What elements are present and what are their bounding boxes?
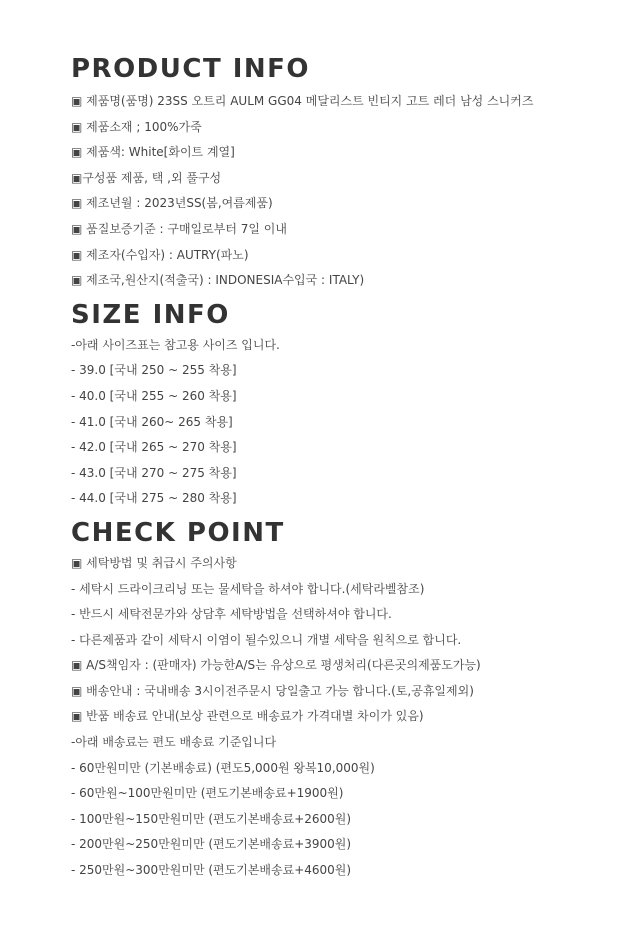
material-line: ▣ 제품소재 ; 100%가죽 bbox=[71, 119, 202, 134]
care-line: - 다른제품과 같이 세탁시 이염이 될수있으니 개별 세탁을 원칙으로 합니다. bbox=[71, 632, 462, 647]
size-row: - 42.0 [국내 265 ~ 270 착용] bbox=[71, 440, 237, 455]
care-line: - 반드시 세탁전문가와 상담후 세탁방법을 선택하셔야 합니다. bbox=[71, 607, 392, 622]
product-info-heading: PRODUCT INFO bbox=[71, 54, 311, 84]
warranty-line: ▣ 품질보증기준 : 구매일로부터 7일 이내 bbox=[71, 221, 287, 236]
size-row: - 39.0 [국내 250 ~ 255 착용] bbox=[71, 363, 237, 378]
size-row: - 41.0 [국내 260~ 265 착용] bbox=[71, 414, 233, 429]
size-row: - 43.0 [국내 270 ~ 275 착용] bbox=[71, 465, 237, 480]
care-heading-line: ▣ 세탁방법 및 취급시 주의사항 bbox=[71, 555, 237, 570]
return-fee-row: - 200만원~250만원미만 (편도기본배송료+3900원) bbox=[71, 837, 352, 852]
manufacture-date-line: ▣ 제조년월 : 2023년SS(봄,여름제품) bbox=[71, 196, 273, 211]
return-fee-row: - 100만원~150만원미만 (편도기본배송료+2600원) bbox=[71, 811, 352, 826]
return-fee-row: - 60만원~100만원미만 (편도기본배송료+1900원) bbox=[71, 786, 344, 801]
manufacturer-line: ▣ 제조자(수입자) : AUTRY(파노) bbox=[71, 247, 249, 262]
product-detail-document bbox=[71, 52, 631, 884]
product-name-line: ▣ 제품명(품명) 23SS 오트리 AULM GG04 메달리스트 빈티지 고트 레더 남성 스니커즈 bbox=[71, 94, 534, 108]
size-info-list bbox=[71, 333, 631, 512]
return-fee-heading-line: ▣ 반품 배송료 안내(보상 관련으로 배송료가 가격대별 차이가 있음) bbox=[71, 709, 424, 724]
check-point-heading: CHECK POINT bbox=[71, 517, 285, 548]
size-row: - 44.0 [국내 275 ~ 280 착용] bbox=[71, 491, 237, 506]
care-line: - 세탁시 드라이크리닝 또는 물세탁을 하셔야 합니다.(세탁라벨참조) bbox=[71, 581, 425, 596]
as-line: ▣ A/S책임자 : (판매자) 가능한A/S는 유상으로 평생처리(다른곳의제품도가능) bbox=[71, 658, 481, 673]
return-fee-note-line: -아래 배송료는 편도 배송료 기준입니다 bbox=[71, 735, 277, 750]
size-note-line: -아래 사이즈표는 참고용 사이즈 입니다. bbox=[71, 337, 280, 352]
origin-line: ▣ 제조국,원산지(적출국) : INDONESIA수입국 : ITALY) bbox=[71, 273, 365, 288]
check-point-list bbox=[71, 551, 631, 884]
return-fee-row: - 60만원미만 (기본배송료) (편도5,000원 왕복10,000원) bbox=[71, 760, 375, 775]
size-row: - 40.0 [국내 255 ~ 260 착용] bbox=[71, 388, 237, 403]
shipping-line: ▣ 배송안내 : 국내배송 3시이전주문시 당일출고 가능 합니다.(토,공휴일제외) bbox=[71, 683, 474, 698]
color-line: ▣ 제품색: White[화이트 계열] bbox=[71, 145, 235, 160]
return-fee-row: - 250만원~300만원미만 (편도기본배송료+4600원) bbox=[71, 863, 352, 878]
components-line: ▣구성품 제품, 택 ,외 풀구성 bbox=[71, 170, 222, 185]
product-info-list bbox=[71, 89, 631, 294]
size-info-heading: SIZE INFO bbox=[71, 299, 230, 330]
